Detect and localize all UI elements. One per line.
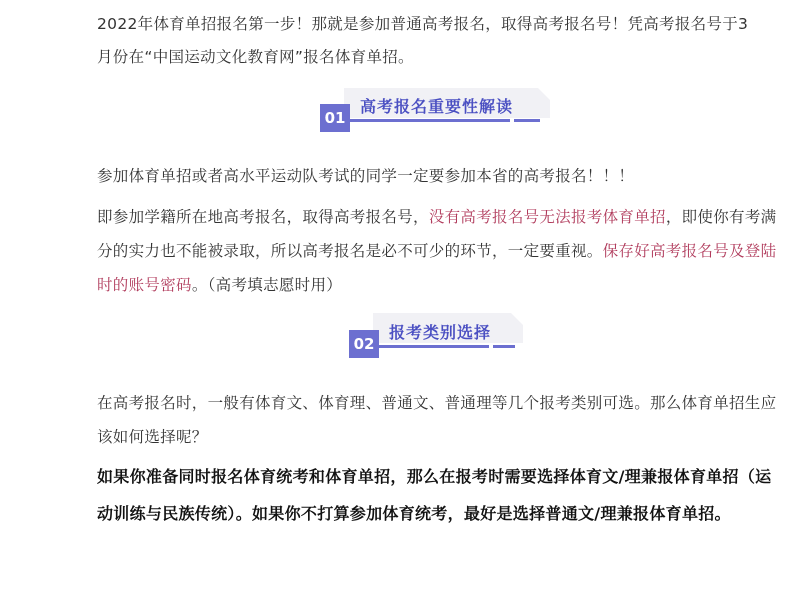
- section-title: 报考类别选择: [389, 323, 492, 342]
- heading-underline: [350, 119, 510, 122]
- section2-paragraph-1: [97, 386, 777, 454]
- heading-corner: [511, 313, 523, 325]
- section2-p2-text: 如果你准备同时报名体育统考和体育单招，那么在报考时需要选择体育文/理兼报体育单招（运动训练与民族传统）。如果你不打算参加体育统考，最好是选择普通文/理兼报体育单招。: [97, 467, 772, 523]
- intro-line-2: 月份在“中国运动文化教育网”报名体育单招。: [97, 48, 414, 66]
- section2-p1-text: 在高考报名时，一般有体育文、体育理、普通文、普通理等几个报考类别可选。那么体育单招生应该如何选择呢？: [97, 394, 777, 446]
- section1-p2-highlight-2: 保存好高考报名号及登陆时的账号密码: [97, 242, 777, 294]
- heading-underline: [379, 345, 489, 348]
- section-title: 高考报名重要性解读: [360, 97, 514, 116]
- section-number-badge: 02: [349, 330, 379, 358]
- intro-paragraph: [97, 8, 777, 74]
- heading-corner: [538, 88, 550, 100]
- section-heading-02: [349, 313, 549, 353]
- section1-paragraph-2: [97, 200, 777, 302]
- section1-paragraph-1: [97, 160, 777, 193]
- section1-p2-text-b: ，即使你有考满分的实力也不能被录取，所以高考报名是必不可少的环节，一定要重视。: [97, 208, 777, 260]
- section1-p1-text: 参加体育单招或者高水平运动队考试的同学一定要参加本省的高考报名！！！: [97, 167, 635, 185]
- heading-underline-tick: [514, 119, 540, 122]
- section1-p2-text-a: 即参加学籍所在地高考报名，取得高考报名号，: [97, 208, 429, 226]
- section1-p2-text-c: 。（高考填志愿时用）: [191, 276, 343, 294]
- intro-line-1: 2022年体育单招报名第一步！那就是参加普通高考报名，取得高考报名号！凭高考报名号于3: [97, 15, 749, 33]
- section2-paragraph-2: [97, 458, 777, 532]
- section-heading-01: [320, 88, 560, 128]
- heading-underline-tick: [493, 345, 515, 348]
- section1-p2-highlight-1: 没有高考报名号无法报考体育单招: [428, 208, 666, 226]
- section-number-badge: 01: [320, 104, 350, 132]
